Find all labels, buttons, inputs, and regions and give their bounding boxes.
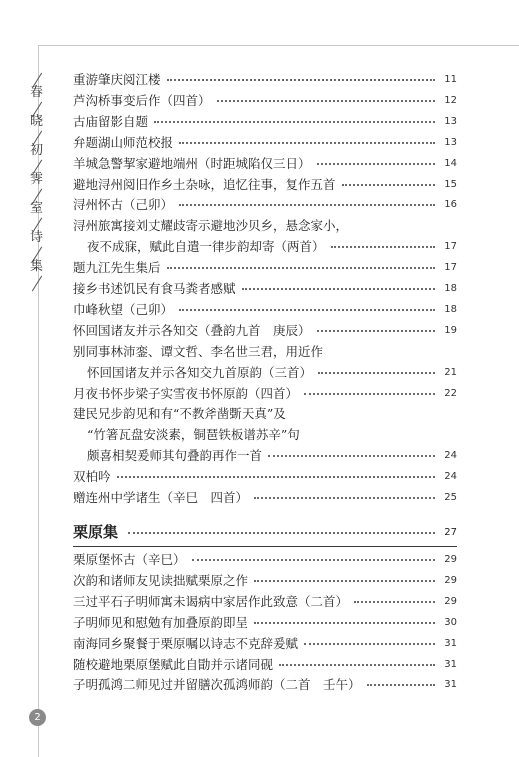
toc-entry[interactable] [73, 425, 457, 445]
toc-entry[interactable] [73, 550, 457, 570]
toc-leader-dots [154, 121, 435, 123]
toc-entry[interactable] [73, 154, 457, 174]
toc-leader-dots [179, 309, 435, 311]
toc-entry-title: 浔州旅寓接刘丈耀歧寄示避地沙贝乡，悬念家小， [73, 218, 349, 234]
toc-leader-dots [279, 664, 435, 666]
toc-leader-dots [268, 455, 435, 457]
toc-entry-title: 浔州怀古（己卯） [73, 197, 174, 213]
toc-page-number: 31 [444, 679, 457, 691]
toc-entry-title: 弁题湖山师范校报 [73, 134, 174, 150]
toc-page-number: 14 [444, 157, 457, 169]
toc-leader-dots [254, 622, 435, 624]
toc-entry-title: 别同事林沛銮、谭文哲、李名世三君，用近作 [73, 343, 324, 359]
toc-entry-title: “竹箸瓦盘安淡素，铜琶铁板谱苏辛”句 [87, 427, 300, 443]
toc-entry[interactable] [73, 404, 457, 424]
toc-entry[interactable] [73, 571, 457, 591]
toc-entry[interactable] [73, 363, 457, 383]
side-title-char: 春 [30, 85, 44, 100]
side-title-divider [32, 276, 42, 292]
toc-entry-title: 颇喜相契爰师其句叠韵再作一首 [87, 448, 263, 464]
toc-entry-title: 题九江先生集后 [73, 260, 161, 276]
toc-leader-dots [167, 267, 435, 269]
toc-page-number: 12 [444, 94, 457, 106]
toc-entry-title: 芦沟桥事变后作（四首） [73, 92, 211, 108]
toc-entry-title: 南海同乡聚餐于栗原嘱以诗志不克辞爰赋 [73, 635, 299, 651]
toc-entry[interactable] [73, 279, 457, 299]
toc-entry[interactable] [73, 175, 457, 195]
toc-entry[interactable] [73, 655, 457, 675]
toc-entry-title: 羊城急警挈家避地端州（时距城陷仅三日） [73, 155, 311, 171]
toc-entry[interactable] [73, 384, 457, 404]
toc-leader-dots [179, 142, 435, 144]
toc-leader-dots [342, 184, 435, 186]
side-book-title [20, 78, 54, 282]
toc-entry[interactable] [73, 467, 457, 487]
section-page-number: 27 [444, 527, 457, 538]
toc-page-number: 15 [444, 178, 457, 190]
toc-entry-title: 怀回国诸友并示各知交九首原韵（三首） [87, 364, 313, 380]
toc-page-number: 22 [444, 387, 457, 399]
side-title-char: 霁 [30, 172, 44, 187]
toc-leader-dots [117, 476, 435, 478]
toc-entry[interactable] [73, 634, 457, 654]
toc-page-number: 31 [444, 658, 457, 670]
toc-entry[interactable] [73, 112, 457, 132]
side-title-char: 初 [30, 143, 44, 158]
toc-leader-dots [254, 497, 435, 499]
toc-leader-dots [331, 246, 435, 248]
toc-entry-title: 接乡书述饥民有食马粪者感赋 [73, 281, 236, 296]
toc-page-number: 21 [444, 366, 457, 378]
toc-page-number: 18 [444, 283, 457, 294]
toc-entry-title: 夜不成寐，赋此自遣一律步韵却寄（两首） [87, 239, 325, 255]
toc-entry-title: 随校避地栗原堡赋此自勖并示诸同砚 [73, 656, 274, 672]
toc-page-number: 25 [444, 492, 457, 503]
toc-page-number: 29 [444, 574, 457, 586]
toc-entry-title: 赠连州中学诸生（辛巳 四首） [73, 490, 249, 505]
toc-page-number: 17 [444, 241, 457, 253]
toc-entry[interactable] [73, 216, 457, 236]
toc-page-number: 24 [444, 471, 457, 483]
toc-page-number: 18 [444, 303, 457, 315]
toc-entry-title: 子明孤鸿二师见过并留膳次孤鸿师韵（二首 壬午） [73, 677, 361, 693]
section-heading [73, 520, 457, 544]
side-title-char: 室 [30, 201, 44, 216]
toc-leader-dots [354, 601, 435, 603]
toc-entry-title: 重游肇庆阅江楼 [73, 72, 161, 87]
toc-entry[interactable] [73, 613, 457, 633]
toc-leader-dots [318, 372, 435, 374]
toc-page-number: 17 [444, 262, 457, 274]
toc-entry[interactable] [73, 70, 457, 90]
toc-page-number: 13 [444, 115, 457, 127]
toc-leader-dots [317, 330, 435, 332]
toc-entry[interactable] [73, 675, 457, 695]
toc-page-number: 16 [444, 199, 457, 211]
toc-entry[interactable] [73, 488, 457, 508]
toc-page-number: 13 [444, 136, 457, 148]
side-title-char: 诗 [30, 230, 44, 245]
toc-entry[interactable] [73, 446, 457, 466]
toc-leader-dots [367, 684, 435, 686]
toc-entry-title: 栗原堡怀古（辛巳） [73, 552, 186, 567]
page-frame-top [38, 45, 519, 46]
page-number-badge: 2 [29, 709, 46, 726]
toc-entry-title: 避地浔州阅旧作乡土杂咏，追忆往事，复作五首 [73, 176, 336, 192]
toc-entry[interactable] [73, 237, 457, 257]
toc-entry-title: 古庙留影自题 [73, 113, 149, 129]
section-rule-bottom [73, 546, 457, 547]
toc-leader-dots [217, 100, 435, 102]
toc-leader-dots [304, 643, 435, 645]
toc-entry-title: 月夜书怀步梁子实雪夜书怀原韵（四首） [73, 385, 299, 401]
toc-entry[interactable] [73, 342, 457, 362]
toc-leader-dots [179, 204, 435, 206]
section-title: 栗原集 [73, 523, 119, 541]
toc-page-number: 24 [444, 450, 457, 462]
toc-entry-title: 子明师见和慰勉有加叠原韵即呈 [73, 614, 249, 630]
toc-entry-title: 次韵和诸师友见读拙赋栗原之作 [73, 572, 249, 588]
toc-leader-dots [167, 79, 435, 81]
side-title-char: 晓 [30, 114, 44, 129]
side-title-char: 集 [30, 259, 44, 274]
toc-page-number: 19 [444, 324, 457, 336]
toc-leader-dots [242, 288, 435, 290]
toc-entry[interactable] [73, 195, 457, 215]
toc-entry-title: 双柏吟 [73, 469, 111, 485]
toc-page-number: 30 [444, 616, 457, 628]
section-leader-dots [128, 532, 435, 534]
toc-entry-title: 怀回国诸友并示各知交（叠韵九首 庚辰） [73, 322, 311, 338]
toc-leader-dots [304, 393, 435, 395]
toc-leader-dots [317, 163, 435, 165]
toc-entry-title: 三过平石子明师寓未谒病中家居作此致意（二首） [73, 593, 349, 609]
toc-entry-title: 建民兄步韵见和有“不教斧凿斲天真”及 [73, 406, 286, 422]
toc-entry[interactable] [73, 91, 457, 111]
toc-leader-dots [254, 580, 435, 582]
toc-page-number: 31 [444, 637, 457, 649]
toc-entry[interactable] [73, 321, 457, 341]
toc-page-number: 29 [444, 554, 457, 565]
toc-page-number: 11 [444, 74, 457, 85]
toc-page-number: 29 [444, 595, 457, 607]
toc-entry[interactable] [73, 258, 457, 278]
toc-leader-dots [192, 559, 435, 561]
toc-entry-title: 巾峰秋望（己卯） [73, 301, 174, 317]
toc-entry[interactable] [73, 133, 457, 153]
toc-entry[interactable] [73, 300, 457, 320]
toc-entry[interactable] [73, 592, 457, 612]
